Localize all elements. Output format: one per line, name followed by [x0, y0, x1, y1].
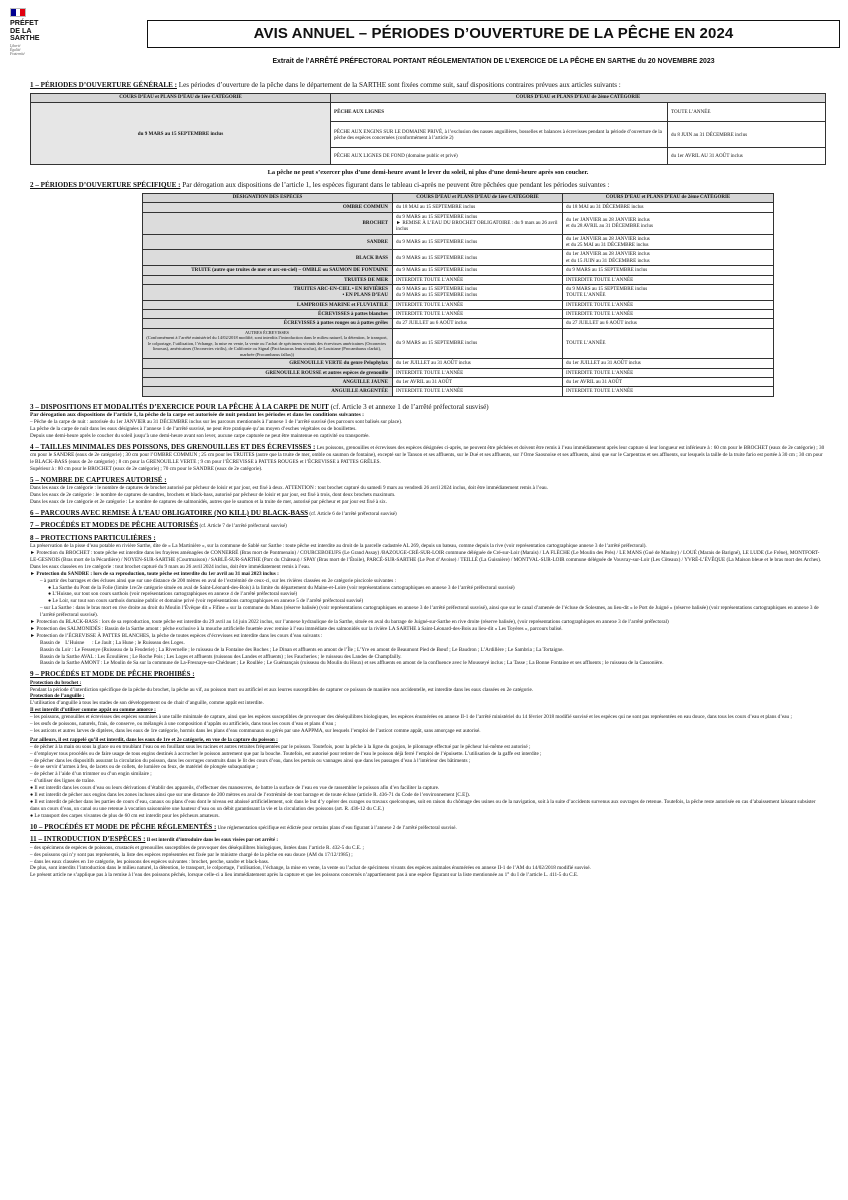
section-8-p5: – sur La Sarthe : dans le bras mort en rive droite au droit du Moulin l’Évêque dit « Fifine » sur la commune du Mans (réserve balisée) (voir représentations cartographiques en annexe 3 de l’arrêté préfectoral susvisé), ainsi que sur le canal d’amenée de l’écluse de Solesmes, au lieu-dit « le Port de Juigné » (réserve balisée) (voir représentations cartographiques en annexe 3 de l’arrêté préfectoral susvisé).	[40, 605, 819, 619]
t2-cat1-period: du 9 MARS au 15 SEPTEMBRE inclus	[393, 250, 563, 266]
section-8-p4: – à partir des barrages et des écluses ainsi que sur une distance de 200 mètres en aval de l’extrémité de ceux-ci, sur les rivières classées en 2e catégorie piscicole suivantes :	[40, 577, 397, 584]
section-8-p11: Bassin de la Sarthe AVAL : Les Écoulières ; Le Roche Pois ; Les Loges et affluents (ruisseau des Landes et affluents) ; les Faucheries ; le ruisseau des Landes de Champfailly.	[40, 653, 402, 660]
section-4-title: 4 – TAILLES MINIMALES DES POISSONS, DES GRENOUILLES ET DES ÉCREVISSES :	[30, 442, 316, 451]
republic-motto: Liberté Égalité Fraternité	[10, 43, 25, 56]
t1-mode: PÊCHE AUX ENGINS SUR LE DOMAINE PRIVÉ, à l’exclusion des nasses anguillères, bosselles et balances à écrevisses pendant la période d’ouverture de la pêche des espèces concernées (conformément à l’article 2)	[331, 122, 668, 148]
table-row	[143, 212, 774, 234]
section-5-l1: Dans les eaux de 1re catégorie : le nombre de captures de brochet autorisé par pêcheur de loisir et par jour, est fixé à deux. ATTENTION : tout brochet capturé du samedi 9 mars au vendredi 26 avril 2024 inclus, doit être immédiatement remis à l’eau.	[30, 485, 548, 492]
t2-cat1-period: du 27 JUILLET au 6 AOÛT inclus	[393, 319, 563, 328]
t2-header-cat1: COURS D’EAU et PLANS D’EAU de 1ère CATÉGORIE	[393, 194, 563, 203]
t2-cat2-period: INTERDITE TOUTE L’ANNÉE	[563, 300, 774, 309]
section-9-l2: L’utilisation d’anguille à tous les stades de son développement ou de chair d’anguille, comme appât est interdite.	[30, 700, 264, 707]
section-3-l2: – Pêche de la carpe de nuit : autorisée du 1er JANVIER au 31 DÉCEMBRE inclus sur les parcours mentionnés à l’annexe 1 de l’arrêté susvisé (les parcours sont balisés sur place).	[30, 419, 403, 426]
section-1-title: 1 – PÉRIODES D’OUVERTURE GÉNÉRALE :	[30, 81, 177, 89]
section-9-l6: – de pêcher à la main ou sous la glace ou en troublant l’eau ou en fouillant sous les racines et autres retraites fréquentées par le poisson. Toutefois, pour la pêche à la ligne du goujon, le pilonnage effectué par le pêcheur lui-même est autorisé ;	[30, 743, 531, 750]
document-subtitle: Extrait de l’ARRÊTÉ PRÉFECTORAL PORTANT RÉGLEMENTATION DE L’EXERCICE DE LA PÊCHE EN SARTHE du 20 NOVEMBRE 2023	[272, 58, 715, 65]
t1-mode: PÊCHE AUX LIGNES	[331, 103, 668, 122]
section-6-title: 6 – PARCOURS AVEC REMISE À L’EAU OBLIGATOIRE (NO KILL) DU BLACK-BASS	[30, 508, 309, 517]
marianne-flag-icon	[10, 8, 26, 17]
section-11	[30, 835, 826, 879]
t1-period: TOUTE L’ANNÉE	[668, 103, 826, 122]
section-3	[30, 403, 826, 440]
section-8-p6: ► Protection du BLACK-BASS : lors de sa reproduction, toute pêche est interdite du 29 avril au 14 juin 2022 inclus, sur l’annexe hydraulique de la Sarthe, située en aval du barrage de Juigné-sur-Sarthe en rive droite (réserve balisée), (voir représentations cartographiques en annexe 3 de l’arrêté préfectoral)	[30, 619, 669, 626]
section-9-h2: Protection de l’anguille :	[30, 693, 85, 700]
t2-species: AUTRES ÉCREVISSES (Conformément à l’arrêté ministériel du 14/02/2018 modifié, sont interdits l’introduction dans le milieu naturel, la détention, le transport, le colportage, l’utilisation, l’échange, la mise en vente, la vente ou l’achat de spécimens vivants des écrevisses américaines (Orconectes limosus), américaines (Orconectes virilis), de Californie ou Signal (Pacifastacus leniusculus), de Louisiane (Procambarus clarkii), marbrée (Procambarus fallax))	[143, 328, 393, 359]
section-8-b3: ● Le Loir, sur tout son cours sarthois domaine public et domaine privé (voir représentations cartographiques en annexe 5 de l’arrêté préfectoral susvisé)	[48, 598, 364, 605]
table-row	[143, 377, 774, 386]
section-3-ref: (cf. Article 3 et annexe 1 de l’arrêté préfectoral susvisé)	[328, 402, 489, 411]
t2-cat2-period: du 1er JANVIER au 28 JANVIER inclus et du 28 AVRIL au 31 DÉCEMBRE inclus	[563, 212, 774, 234]
t2-species: GRENOUILLE ROUSSE et autres espèces de grenouille	[143, 368, 393, 377]
table-row	[31, 103, 826, 122]
section-9-h1: Protection du brochet :	[30, 679, 82, 686]
section-10-text: Une réglementation spécifique est édictée pour certains plans d’eau figurant à l’annexe 2 de l’arrêté préfectoral susvisé.	[216, 825, 457, 831]
t2-species: ÉCREVISSES à pattes blanches	[143, 309, 393, 318]
table-row	[143, 250, 774, 266]
table-row	[143, 275, 774, 284]
flag-red-stripe	[20, 9, 25, 16]
t1-header-2: COURS D’EAU et PLANS D’EAU de 2ème CATÉGORIE	[331, 94, 826, 103]
section-6-ref: (cf. Article 6 de l’arrêté préfectoral susvisé)	[308, 511, 397, 517]
t2-species: BLACK BASS	[143, 250, 393, 266]
table-row	[143, 328, 774, 359]
t2-species: TRUITES DE MER	[143, 275, 393, 284]
t2-cat2-period: INTERDITE TOUTE L’ANNÉE	[563, 275, 774, 284]
t2-cat2-period: TOUTE L’ANNÉE	[563, 328, 774, 359]
section-7-title: 7 – PROCÉDÉS ET MODES DE PÊCHE AUTORISÉS	[30, 521, 199, 530]
t2-cat2-period: du 27 JUILLET au 6 AOÛT inclus	[563, 319, 774, 328]
t2-species: GRENOUILLE VERTE du genre Pelophylax	[143, 359, 393, 368]
table-row	[143, 319, 774, 328]
hours-note: La pêche ne peut s’exercer plus d’une demi-heure avant le lever du soleil, ni plus d’une demi-heure après son coucher.	[267, 169, 589, 177]
section-9-l9: – de se servir d’armes à feu, de lacets ou de collets, de lumière ou feux, de matériel de plongée subaquatique ;	[30, 764, 258, 771]
table-row	[143, 309, 774, 318]
t1-period: du 1er AVRIL AU 31 AOÛT inclus	[668, 148, 826, 165]
section-4	[30, 443, 826, 473]
t2-species: ÉCREVISSES à pattes rouges ou à pattes grêles	[143, 319, 393, 328]
table-row	[143, 266, 774, 275]
t2-cat2-period: du 1er JANVIER au 28 JANVIER inclus et du 15 JUIN au 31 DÉCEMBRE inclus	[563, 250, 774, 266]
table-row	[143, 368, 774, 377]
section-3-l3: La pêche de la carpe de nuit dans les eaux désignées à l’annexe 1 de l’arrêté susvisé, ne peut être pratiquée qu’au moyen d’esches végétales ou de bouillettes.	[30, 426, 357, 433]
section-9-l8: – de pêcher dans les dispositifs assurant la circulation du poisson, dans les ouvrages construits dans le lit des cours d’eau, dans les pertuis ou vannages ainsi que dans les passages d’eau à l’intérieur des bâtiments ;	[30, 757, 471, 764]
section-9-l13: ● Il est interdit de pêcher aux engins dans les zones incluses ainsi que sur une distance de 200 mètres en aval de l’extrémité de tout barrage et de toute écluse (article R. 436-71 du Code de l’environnement [C.E]).	[30, 792, 471, 799]
section-1-text: Les périodes d’ouverture de la pêche dans le département de la SARTHE sont fixées comme suit, sauf dispositions contraires prévues aux articles suivants :	[176, 81, 621, 89]
t2-cat1-period: INTERDITE TOUTE L’ANNÉE	[393, 275, 563, 284]
table-row	[143, 234, 774, 250]
t2-cat2-period: du 1er AVRIL au 31 AOÛT	[563, 377, 774, 386]
section-5-title: 5 – NOMBRE DE CAPTURES AUTORISÉ :	[30, 475, 167, 484]
t2-cat2-period: INTERDITE TOUTE L’ANNÉE	[563, 309, 774, 318]
section-8-p3: ► Protection du SANDRE : lors de sa reproduction, toute pêche est interdite du 1er avril au 31 mai 2023 inclus :	[30, 570, 279, 577]
section-3-l4: Depuis une demi-heure après le coucher du soleil jusqu’à une demi-heure avant son lever, aucune carpe capturée ne peut être maintenue en captivité ou transportée.	[30, 433, 370, 440]
section-9-l11: – d’utiliser des lignes de traîne.	[30, 778, 96, 785]
section-9-l4: – les œufs de poissons, naturels, frais, de conserve, ou mélangés à une composition d’appâts ou artificiels, dans tous les cours d’eau et plans d’eau ;	[30, 721, 336, 728]
table-row	[143, 203, 774, 212]
section-11-l2: – des poissons qui n’y sont pas représentés, la liste des espèces représentées est fixée par le ministre chargé de la pêche en eau douce (AM du 17/12/1985) ;	[30, 851, 353, 858]
section-6	[30, 509, 826, 519]
t2-species: BROCHET	[143, 212, 393, 234]
section-4-text2: Supérieur à : 80 cm pour le BROCHET (eaux de 2e catégorie) ; 70 cm pour le SANDRE (eaux de 2e catégorie).	[30, 466, 263, 472]
section-9-l10: – de pêcher à l’aide d’un trimmer ou d’un engin similaire ;	[30, 771, 152, 778]
t2-cat1-period: du 9 MARS au 15 SEPTEMBRE inclus	[393, 266, 563, 275]
t2-header-cat2: COURS D’EAU et PLANS D’EAU de 2ème CATÉGORIE	[563, 194, 774, 203]
t2-cat2-period: INTERDITE TOUTE L’ANNÉE	[563, 387, 774, 396]
section-8-p1: La préservation de la pisse d’eau potable en rivière Sarthe, dite de « La Martinière », sur la commune de Sablé sur Sarthe : toute pêche est interdite au droit de la parcelle cadastrée AL 269, depuis un bateau, comme depuis la rive (voir représentation cartographique annexe 3 de l’arrêté préfectoral).	[30, 543, 647, 550]
section-2-title: 2 – PÉRIODES D’OUVERTURE SPÉCIFIQUE :	[30, 180, 181, 189]
t2-cat1-period: du 9 MARS au 15 SEPTEMBRE inclus du 9 MARS au 15 SEPTEMBRE inclus	[393, 284, 563, 300]
t2-species: SANDRE	[143, 234, 393, 250]
section-9-l3: – les poissons, grenouilles et écrevisses des espèces soumises à une taille minimale de capture, ainsi que les espèces susceptibles de provoquer des déséquilibres biologiques, les espèces énumérées en annexe II-1 de l’arrêté ministériel du 14 février 2018 modifié susvisé et les espèces qui ne sont pas représentées en eau douce, dans tous les cours d’eau et plans d’eau ;	[30, 714, 792, 721]
table-row	[143, 359, 774, 368]
t2-cat2-period: INTERDITE TOUTE L’ANNÉE	[563, 368, 774, 377]
section-7-ref: (cf. Article 7 de l’arrêté préfectoral susvisé)	[198, 524, 287, 530]
section-8-p12: Bassin de la Sarthe AMONT : Le Moulin de Sa sur la commune de La-Fresnaye-sur-Chédouet ; Le Roullée ; Le Guémançais (ruisseau du Moulin du Houx) et ses affluents en amont de la confluence avec le Mousseyé inclus ; La Tasse ; La Bonne Fontaine et ses affluents ; le ruisseau de la Cassonière.	[40, 660, 664, 667]
section-4-text: Les poissons, grenouilles et écrevisses des espèces désignées ci-après, ne peuvent être pêchées et doivent être remis à l’eau immédiatement après leur capture si leur longueur est inférieure à : 60 cm pour le BROCHET (eaux de 2e catégorie) ; 30 cm pour le SANDRE (eaux de 2e catégorie) ; 30 cm pour l’OMBRE COMMUN ; 25 cm pour les TRUITES (autre que la truite de mer, omble ou saumon de fontaine), excepté sur le Tanson et ses affluents, sur le Dué et ses affluents, sur l’Orne Saosnoise et ses affluents, ainsi que sur le Carpentras et ses affluents, sur lesquels la taille de la truite fario est portée à 30 cm ; 30 cm pour le BLACK-BASS (eaux de 2e catégorie) ; 8 cm pour la GRENOUILLE VERTE ; 9 cm pour l’ÉCREVISSE à PATTES ROUGES et l’ÉCREVISSE à PATTES GRÊLES.	[30, 444, 825, 466]
section-9-h4: Par ailleurs, il est rappelé qu’il est interdit, dans les eaux de 1re et 2e catégorie, en vue de la capture du poisson :	[30, 736, 278, 743]
section-11-t0: Il est interdit d’introduire dans les eaux visées par cet arrêté :	[145, 838, 278, 844]
section-2	[30, 181, 826, 190]
section-8-p10: Bassin du Loir : Le Fessenye (Ruisseau de la Feuderie) ; La Rivernelle ; le ruisseau de la Fontaine des Roches ; Le Dinan et affluents en amont de l’Île ; L’Yre en amont de Beaumont Pied de Bœuf ; Le Baudron ; L’Ardillère ; Le Sambria ; La Tortaigne.	[40, 646, 564, 653]
t2-species: ANGUILLE JAUNE	[143, 377, 393, 386]
section-5-l3: Dans les eaux de 1re catégorie et 2e catégorie : Le nombre de captures de salmonidés, autres que le saumon et la truite de mer, autorisé par pêcheur et par jour est fixé à six.	[30, 498, 387, 505]
t2-body	[143, 203, 774, 396]
section-11-title: 11 – INTRODUCTION D’ESPÈCES :	[30, 835, 146, 844]
section-7	[30, 521, 826, 531]
t2-cat1-period: du 9 MARS au 15 SEPTEMBRE inclus	[393, 328, 563, 359]
t1-header-1: COURS D’EAU et PLANS D’EAU de 1ère CATÉGORIE	[31, 94, 331, 103]
section-11-l4: De plus, sont interdits l’introduction dans le milieu naturel, la détention, le transport, le colportage, l’utilisation, l’échange, la mise en vente, la vente ou l’achat de spécimens vivants des espèces animales énumérées en annexe II-1 de l’AM du 14/02/2018 modifié susvisé.	[30, 865, 591, 872]
t1-cat1-period: du 9 MARS au 15 SEPTEMBRE inclus	[31, 103, 331, 165]
section-5-l2: Dans les eaux de 2e catégorie : le nombre de captures de sandres, brochets et black-bass, autorisé par pêcheur de loisir et par jour, est fixé à trois, dont deux brochets maximum.	[30, 492, 396, 499]
section-9	[30, 670, 826, 819]
t2-cat1-period: du 18 MAI au 15 SEPTEMBRE inclus	[393, 203, 563, 212]
t2-cat2-period: du 18 MAI au 31 DÉCEMBRE inclus	[563, 203, 774, 212]
section-10-title: 10 – PROCÉDÉS ET MODE DE PÊCHE RÉGLEMENTÉS :	[30, 822, 217, 831]
section-5	[30, 476, 826, 506]
section-11-l3: – dans les eaux classées en 1re catégorie, les poissons des espèces suivantes : brochet, perche, sandre et black-bass.	[30, 858, 270, 865]
section-11-l5: Le présent article ne s’applique pas à la remise à l’eau des poissons pêchés, lorsque celle-ci a lieu immédiatement après la capture et que les poissons concernés n’appartiennent pas à une espèce figurant sur la liste mentionnée au 1° du I de l’article L. 411-5 du C.E.	[30, 872, 579, 879]
t2-cat1-period: du 1er JUILLET au 31 AOÛT inclus	[393, 359, 563, 368]
table-row	[143, 300, 774, 309]
t2-header-species: DÉSIGNATION DES ESPÈCES	[143, 194, 393, 203]
t2-cat2-period: du 1er JUILLET au 31 AOÛT inclus	[563, 359, 774, 368]
table-row	[143, 284, 774, 300]
t2-cat1-period: INTERDITE TOUTE L’ANNÉE	[393, 300, 563, 309]
section-8-p8: ► Protection de l’ÉCREVISSE À PATTES BLANCHES, la pêche de toutes espèces d’écrevisses est interdite dans les cours d’eau suivants :	[30, 632, 323, 639]
section-3-l1: Par dérogation aux dispositions de l’article 1, la pêche de la carpe est autorisée de nuit pendant les périodes et dans les conditions suivantes :	[30, 411, 365, 418]
section-9-l14: ● Il est interdit de pêcher dans les parties de cours d’eau, canaux ou plans d’eau dont le niveau est abaissé artificiellement, soit dans le but d’y opérer des curages ou travaux quelconques, soit en raison du chômage des usines ou de la navigation, soit à la suite d’accidents survenus aux ouvrages de retenue. Toutefois, la pêche reste autorisée en cas d’abaissement laissant subsister dans un cours d’eau, un canal ou une retenue à vocation saisonnière une hauteur d’eau ou un débit garantissant la vie et la circulation des poissons (art. R. 436-12 du C.E.)	[30, 799, 816, 812]
section-9-l12: ● Il est interdit dans les cours d’eau ou leurs dérivations d’établir des appareils, d’effectuer des manœuvres, de battre la surface de l’eau en vue de rassembler le poisson afin d’en faciliter la capture.	[30, 785, 440, 792]
t2-cat1-period: INTERDITE TOUTE L’ANNÉE	[393, 309, 563, 318]
t2-cat2-period: du 1er JANVIER au 28 JANVIER inclus et du 25 MAI au 31 DÉCEMBRE inclus	[563, 234, 774, 250]
document-body	[30, 79, 826, 882]
section-11-l1: – des spécimens de espèces de poissons, crustacés et grenouilles susceptibles de provoquer des déséquilibres biologiques, listées dans l’article R. 432-5 du C.E. ;	[30, 844, 364, 851]
t2-cat1-period: du 9 MARS au 15 SEPTEMBRE inclus ► REMISE À L’EAU DU BROCHET OBLIGATOIRE : du 9 mars au 26 avril inclus	[393, 212, 563, 234]
t2-cat1-period: INTERDITE TOUTE L’ANNÉE	[393, 387, 563, 396]
t2-cat1-period: INTERDITE TOUTE L’ANNÉE	[393, 368, 563, 377]
section-8-p2: ► Protection du BROCHET : toute pêche est interdite dans les frayères aménagées de CONNERRÉ (Bras mort de Pontmenain) / COURCEBOEUFS (Le Grand Assay) /BAZOUGE-CRÉ-SUR-LOIR commune déléguée de Cré-sur-Loir (Marais) / LA FLÈCHE (Le Moulin des Près) / LE MANS (Gué de Maulny) / LOUÉ (Marais de Barigné), LE LUDE (Le Frêne), MONTFORT-LE-GESNOIS (Bras mort de la Pécardière) / NOYEN-SUR-SARTHE (Courtmaison) / SABLÉ-SUR-SARTHE (Parc du Château) / SPAY (Bras mort de l’Étoile), PARCÉ-SUR-SARTHE (Le Port d’Avoise) / TEILLÉ (La Guisnière) / MONTVAL-SUR-LOIR commune déléguée de Vouvray-sur-Loir (Les Côteaux) / YVRÉ-L’ÉVÊQUE (La Maison bleue et le bras mort des Arches). Dans les eaux classées en 1re catégorie : tout brochet capturé du 9 mars au 26 avril 2024 inclus, doit être immédiatement remis à l’eau.	[30, 549, 822, 570]
section-8-p7: ► Protection des SALMONIDÉS : Bassin de la Sarthe amont : pêche exclusive à la mouche artificielle fouettée avec remise à l’eau immédiate des salmonidés sur la rivière LA SARTHE à Saint-Léonard-des-Bois au lieu-dit « Les Toyères », parcours balisé.	[30, 625, 563, 632]
section-8-p9: Bassin de L’Huisne : Le Jault ; La Hune ; le Ruisseau des Loges.	[40, 639, 185, 646]
section-8-title: 8 – PROTECTIONS PARTICULIÈRES :	[30, 533, 156, 542]
section-9-l1: Pendant la période d’interdiction spécifique de la pêche du brochet, la pêche au vif, au poisson mort ou artificiel et aux leurres susceptibles de capturer ce poisson de manière non accidentelle, est interdite dans les eaux classées en 2e catégorie.	[30, 686, 534, 693]
t2-species: ANGUILLE ARGENTÉE	[143, 387, 393, 396]
t2-cat2-period: du 9 MARS au 15 SEPTEMBRE inclus TOUTE L’ANNÉE	[563, 284, 774, 300]
section-9-title: 9 – PROCÉDÉS ET MODE DE PÊCHE PROHIBÉS :	[30, 670, 195, 679]
section-3-title: 3 – DISPOSITIONS ET MODALITÉS D’EXERCICE POUR LA PÊCHE À LA CARPE DE NUIT	[30, 402, 329, 411]
prefet-label: PRÉFET DE LA SARTHE	[10, 18, 40, 43]
prefecture-logo	[10, 8, 60, 56]
specific-periods-table	[142, 193, 774, 397]
t2-species: OMBRE COMMUN	[143, 203, 393, 212]
t2-cat1-period: du 1er AVRIL au 31 AOÛT	[393, 377, 563, 386]
t1-mode: PÊCHE AUX LIGNES DE FOND (domaine public et privé)	[331, 148, 668, 165]
t2-species: TRUITES ARC-EN-CIEL • EN RIVIÈRES • EN PLANS D’EAU	[143, 284, 393, 300]
section-2-text: Par dérogation aux dispositions de l’article 1, les espèces figurant dans le tableau ci-après ne peuvent être pêchées que pendant les périodes suivantes :	[180, 180, 610, 189]
t2-cat1-period: du 9 MARS au 15 SEPTEMBRE inclus	[393, 234, 563, 250]
general-periods-table	[30, 93, 826, 165]
t2-species: LAMPROIES MARINE et FLUVIATILE	[143, 300, 393, 309]
section-9-l15: ● Le transport des carpes vivantes de plus de 60 cm est interdit pour les pêcheurs amateurs.	[30, 812, 220, 819]
table-row	[143, 387, 774, 396]
section-8	[30, 534, 826, 668]
section-8-b1: ● La Sarthe du Pont de la Folie (limite 1re/2e catégorie située en aval de Saint-Léonard-des-Bois) à la limite du département du Maine-et-Loire (voir représentations cartographiques en annexe 3 de l’arrêté préfectoral susvisé)	[48, 584, 515, 591]
section-9-h3: Il est interdit d’utiliser comme appât ou comme amorce :	[30, 707, 156, 714]
section-1	[30, 81, 826, 90]
section-9-l5: – les asticots et autres larves de diptères, dans les eaux de 1re catégorie, hormis dans les plans d’eau communaux ou gérés par une AAPPMA, sur lesquels l’emploi de l’asticot comme appât, sans amorçage est autorisé.	[30, 727, 481, 734]
document-title: AVIS ANNUEL – PÉRIODES D’OUVERTURE DE LA PÊCHE EN 2024	[147, 20, 840, 48]
t2-species: TRUITE (autre que truites de mer et arc-en-ciel) – OMBLE ou SAUMON DE FONTAINE	[143, 266, 393, 275]
t2-cat2-period: du 9 MARS au 15 SEPTEMBRE inclus	[563, 266, 774, 275]
section-8-b2: ● L’Huisne, sur tout son cours sarthois (voir représentations cartographiques en annexe 4 de l’arrêté préfectoral susvisé)	[48, 591, 298, 598]
section-10	[30, 823, 826, 833]
section-9-l7: – d’employer tous procédés ou de faire usage de tous engins destinés à accrocher le poisson autrement que par la bouche. Toutefois, est autorisé pour retirer de l’eau le poisson déjà ferré l’emploi de l’épuisette. L’utilisation de la gaffe est interdite ;	[30, 750, 542, 757]
t1-period: du 8 JUIN au 31 DÉCEMBRE inclus	[668, 122, 826, 148]
